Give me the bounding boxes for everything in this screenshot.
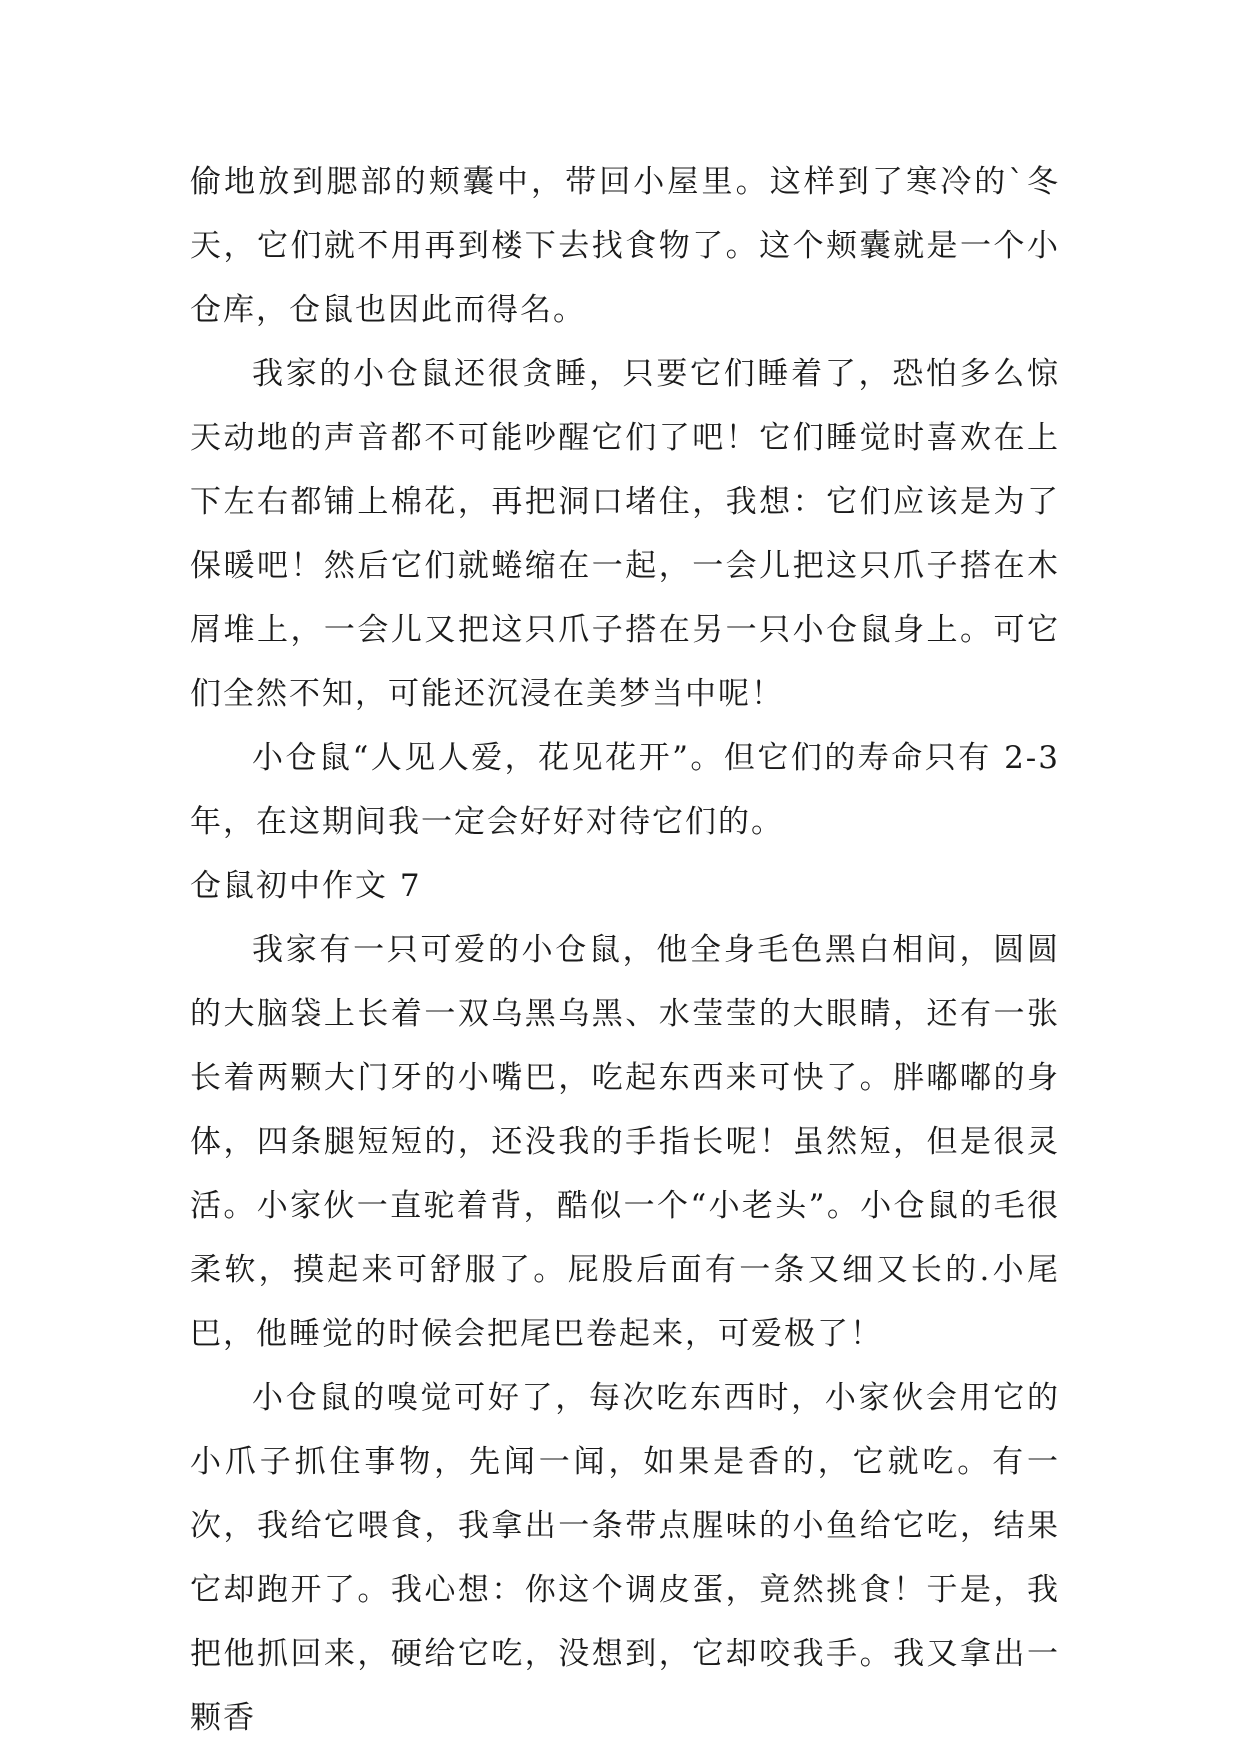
- section-title: 仓鼠初中作文 7: [190, 868, 422, 904]
- paragraph: 小仓鼠的嗅觉可好了，每次吃东西时，小家伙会用它的小爪子抓住事物，先闻一闻，如果是香的，它就吃。有一次，我给它喂食，我拿出一条带点腥味的小鱼给它吃，结果它却跑开了。我心想：你这个调皮蛋，竟然挑食！于是，我把他抓回来，硬给它吃，没想到，它却咬我手。我又拿出一颗香: [190, 1380, 1060, 1736]
- paragraph: 我家的小仓鼠还很贪睡，只要它们睡着了，恐怕多么惊天动地的声音都不可能吵醒它们了吧！它们睡觉时喜欢在上下左右都铺上棉花，再把洞口堵住，我想：它们应该是为了保暖吧！然后它们就蜷缩在一起，一会儿把这只爪子搭在木屑堆上，一会儿又把这只爪子搭在另一只小仓鼠身上。可它们全然不知，可能还沉浸在美梦当中呢！: [190, 356, 1060, 712]
- paragraph: 偷地放到腮部的颊囊中，带回小屋里。这样到了寒冷的`冬天，它们就不用再到楼下去找食物了。这个颊囊就是一个小仓库，仓鼠也因此而得名。: [190, 164, 1060, 328]
- paragraph: 我家有一只可爱的小仓鼠，他全身毛色黑白相间，圆圆的大脑袋上长着一双乌黑乌黑、水莹莹的大眼睛，还有一张长着两颗大门牙的小嘴巴，吃起东西来可快了。胖嘟嘟的身体，四条腿短短的，还没我的手指长呢！虽然短，但是很灵活。小家伙一直驼着背，酷似一个“小老头”。小仓鼠的毛很柔软，摸起来可舒服了。屁股后面有一条又细又长的.小尾巴，他睡觉的时候会把尾巴卷起来，可爱极了！: [190, 932, 1060, 1352]
- paragraph: 小仓鼠“人见人爱，花见花开”。但它们的寿命只有 2-3年，在这期间我一定会好好对待它们的。: [190, 740, 1060, 840]
- document-body: [190, 150, 1060, 1750]
